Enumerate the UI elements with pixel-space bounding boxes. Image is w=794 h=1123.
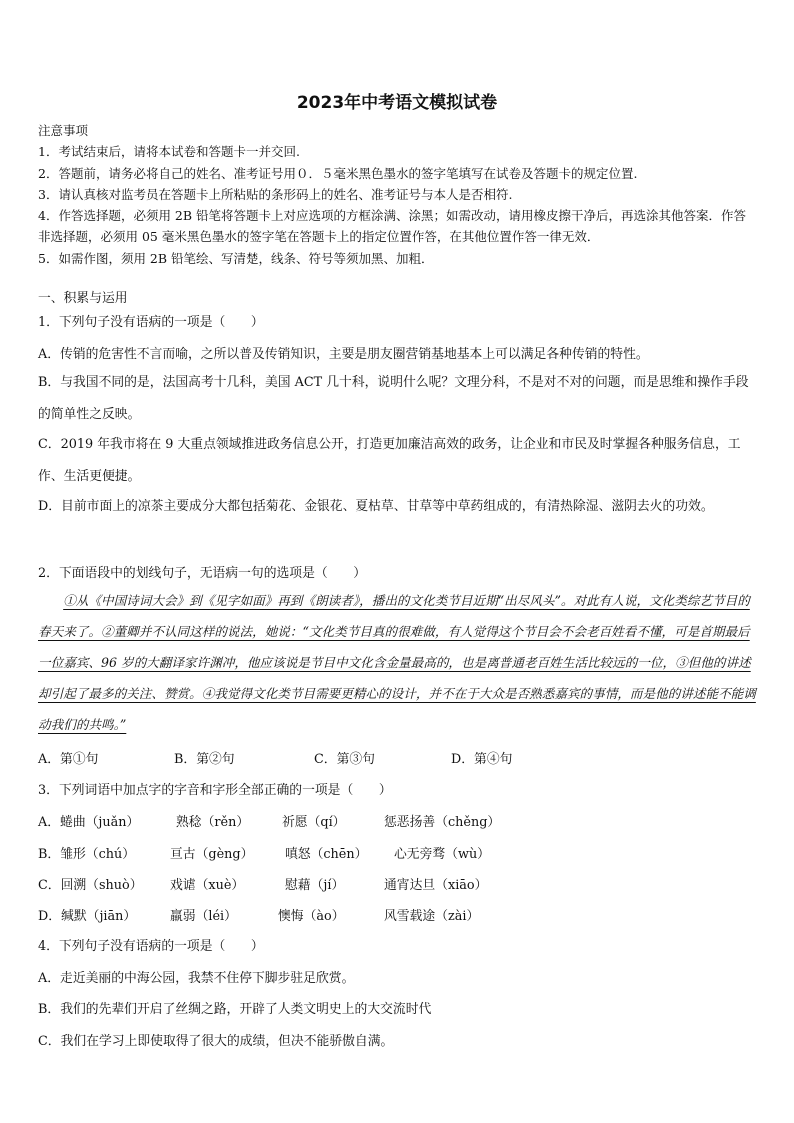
question-4-option-a: A．走近美丽的中海公园，我禁不住停下脚步驻足欣赏。 — [38, 971, 355, 986]
question-3-stem: 3．下列词语中加点字的字音和字形全部正确的一项是（ ） — [38, 783, 392, 798]
section-heading: 一、积累与运用 — [38, 291, 128, 306]
question-1-option-a: A．传销的危害性不言而喻，之所以普及传销知识，主要是朋友圈营销基地基本上可以满足各种传销的特性。 — [38, 347, 649, 362]
question-2-stem: 2．下面语段中的划线句子，无语病一句的选项是（ ） — [38, 566, 367, 581]
word-item: 嗔怒（chēn） — [285, 847, 368, 862]
question-2-passage: ①从《中国诗词大会》到《见字如面》再到《朗读者》，播出的文化类节目近期“出尽风头”。对此有人说，文化类综艺节目的春天来了。②董卿并不认同这样的说法，她说：“文化类节目真的很难做，有人觉得这个节目会不会老百姓看不懂，可是首期最后一位嘉宾、96 岁的大翻译家许渊冲，他应该说是节目中文化含金量最高的，也是离普通老百姓生活比较远的一位，③但他的讲述却引起了最多的关注、赞赏。④我觉得文化类节目需要更精心的设计，并不在于大众是否熟悉嘉宾的事情，而是他的讲述能不能调动我们的共鸣。” — [38, 593, 756, 732]
question-1-option-d: D．目前市面上的凉茶主要成分大都包括菊花、金银花、夏枯草、甘草等中草药组成的，有清热除湿、滋阴去火的功效。 — [38, 499, 714, 514]
notice-item: 4．作答选择题，必须用 2B 铅笔将答题卡上对应选项的方框涂满、涂黑；如需改动，请用橡皮擦干净后，再选涂其他答案．作答非选择题，必须用 05 毫米黑色墨水的签字笔在答题卡上的指定位置作答，在其他位置作答一律无效． — [38, 208, 747, 245]
question-4-stem: 4．下列句子没有语病的一项是（ ） — [38, 939, 264, 954]
word-item: 风雪载途（zài） — [384, 909, 480, 924]
notice-item: 1．考试结束后，请将本试卷和答题卡一并交回. — [38, 144, 300, 160]
question-4-option-b: B．我们的先辈们开启了丝绸之路，开辟了人类文明史上的大交流时代 — [38, 1002, 432, 1017]
word-item: 心无旁骛（wù） — [394, 847, 490, 862]
question-2-option-b: B．第②句 — [174, 752, 235, 767]
question-2-option-c: C．第③句 — [314, 752, 375, 767]
word-item: 惩恶扬善（chěng） — [384, 815, 501, 830]
word-item: A．蜷曲（juǎn） — [38, 815, 140, 830]
notice-item: 5．如需作图，须用 2B 铅笔绘、写清楚，线条、符号等须加黑、加粗． — [38, 250, 434, 266]
word-item: D．缄默（jiān） — [38, 909, 137, 924]
word-item: 戏谑（xuè） — [170, 878, 245, 893]
word-item: 亘古（gèng） — [170, 847, 254, 862]
question-4-option-c: C．我们在学习上即使取得了很大的成绩，但决不能骄傲自满。 — [38, 1034, 394, 1049]
word-item: 祈愿（qí） — [282, 815, 346, 830]
notice-heading: 注意事项 — [38, 123, 89, 138]
word-item: 羸弱（léi） — [170, 909, 237, 924]
word-item: C．回溯（shuò） — [38, 878, 143, 893]
notice-block — [38, 120, 758, 269]
word-item: 通宵达旦（xiāo） — [384, 878, 488, 893]
page-title: 2023年中考语文模拟试卷 — [296, 93, 498, 113]
question-2-option-d: D．第④句 — [451, 752, 513, 767]
notice-item: 3．请认真核对监考员在答题卡上所粘贴的条形码上的姓名、准考证号与本人是否相符. — [38, 186, 513, 202]
notice-item: 2．答题前，请务必将自己的姓名、准考证号用０．５毫米黑色墨水的签字笔填写在试卷及答题卡的规定位置. — [38, 165, 638, 181]
question-2-option-a: A．第①句 — [38, 752, 99, 767]
word-item: 熟稔（rěn） — [176, 815, 250, 830]
word-item: 慰藉（jí） — [285, 878, 345, 893]
question-1-option-c: C．2019 年我市将在 9 大重点领域推进政务信息公开，打造更加廉洁高效的政务，让企业和市民及时掌握各种服务信息，工作、生活更便捷。 — [38, 437, 741, 484]
question-1-option-b: B．与我国不同的是，法国高考十几科，美国 ACT 几十科，说明什么呢？文理分科，不是对不对的问题，而是思维和操作手段的简单性之反映。 — [38, 375, 749, 422]
word-item: 懊悔（ào） — [278, 909, 345, 924]
question-1-stem: 1．下列句子没有语病的一项是（ ） — [38, 315, 264, 330]
word-item: B．雏形（chú） — [38, 847, 136, 862]
